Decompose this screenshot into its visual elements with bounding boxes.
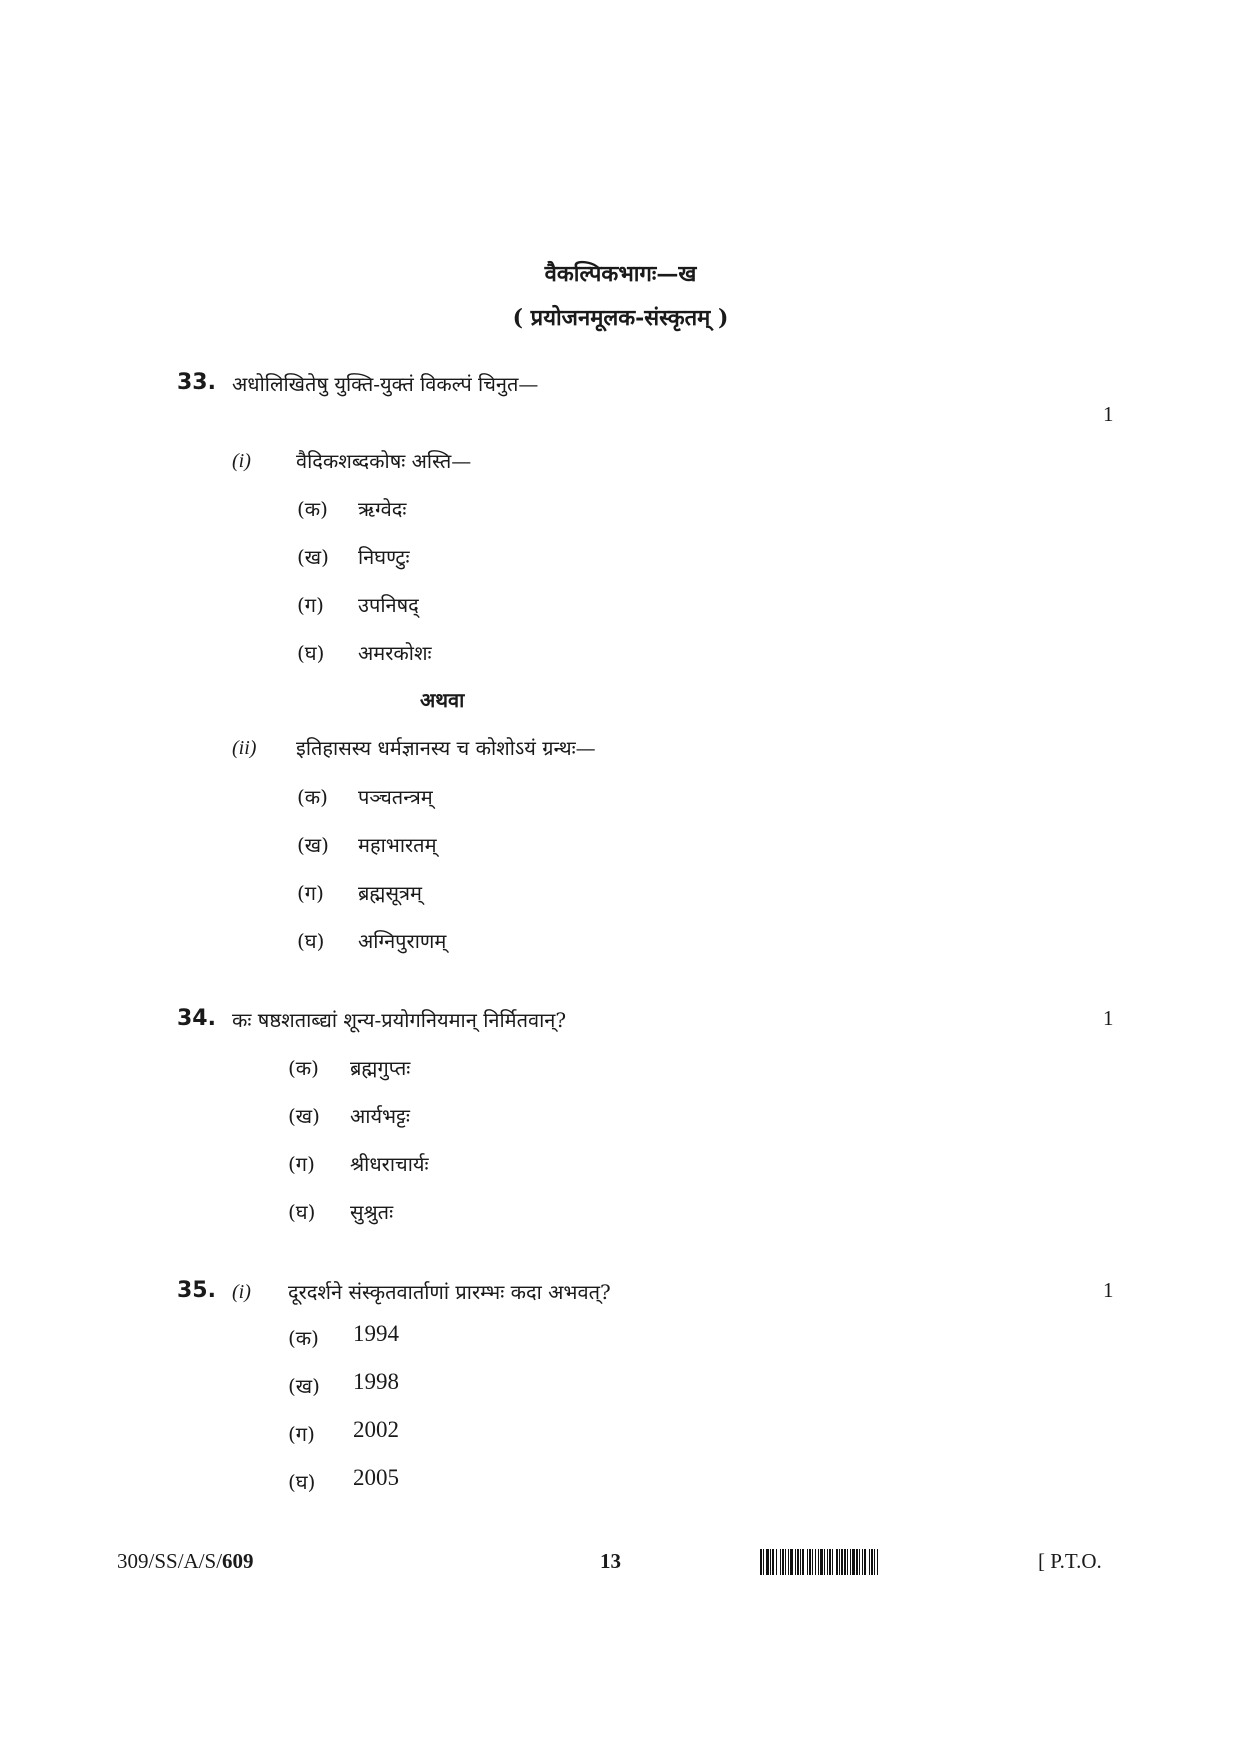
question-number: 34. [177, 1006, 216, 1031]
option-label: (घ) [297, 641, 325, 665]
question-text: कः षष्ठशताब्द्यां शून्य-प्रयोगनियमान् निर्मितवान्? [232, 1008, 567, 1032]
option-label: (ख) [288, 1104, 320, 1128]
option-label: (ख) [288, 1374, 320, 1398]
question-text: दूरदर्शने संस्कृतवार्ताणां प्रारम्भः कदा अभवत्? [288, 1280, 611, 1304]
option-text: ऋग्वेदः [358, 497, 407, 521]
option-label: (घ) [297, 929, 325, 953]
question-text: अधोलिखितेषु युक्ति-युक्तं विकल्पं चिनुत— [232, 372, 539, 396]
marks: 1 [1103, 1006, 1114, 1030]
section-title: वैकल्पिकभागः—ख [544, 261, 697, 287]
option-text: निघण्टुः [358, 545, 410, 569]
option-label: (घ) [288, 1200, 316, 1224]
option-label: (क) [288, 1056, 319, 1080]
option-text: 1998 [353, 1369, 399, 1394]
marks: 1 [1103, 1278, 1114, 1302]
option-text: सुश्रुतः [350, 1200, 394, 1224]
barcode-bar [878, 1549, 879, 1575]
option-text: ब्रह्मसूत्रम् [358, 881, 422, 905]
part-label: (ii) [232, 737, 257, 759]
option-text: अमरकोशः [358, 641, 432, 665]
or-divider: अथवा [420, 688, 465, 712]
option-label: (क) [288, 1326, 319, 1350]
option-text: श्रीधराचार्यः [350, 1152, 429, 1176]
option-text: उपनिषद् [358, 593, 419, 617]
page-number: 13 [600, 1549, 621, 1573]
option-label: (घ) [288, 1470, 316, 1494]
option-text: पञ्चतन्त्रम् [358, 785, 433, 809]
paper-code-number: 609 [222, 1549, 254, 1573]
option-label: (ख) [297, 545, 329, 569]
section-subtitle: ( प्रयोजनमूलक-संस्कृतम् ) [512, 305, 729, 331]
question-number: 35. [177, 1278, 216, 1303]
option-label: (ग) [288, 1422, 315, 1446]
option-text: आर्यभट्टः [350, 1104, 410, 1128]
part-text: वैदिकशब्दकोषः अस्ति— [296, 449, 472, 473]
barcode [760, 1549, 1028, 1575]
option-label: (ग) [297, 881, 324, 905]
option-text: 2005 [353, 1465, 399, 1490]
option-text: 1994 [353, 1321, 399, 1346]
part-label: (i) [232, 1281, 251, 1303]
option-text: ब्रह्मगुप्तः [350, 1056, 411, 1080]
option-label: (ख) [297, 833, 329, 857]
part-label: (i) [232, 450, 251, 472]
option-label: (क) [297, 785, 328, 809]
option-text: अग्निपुराणम् [358, 929, 447, 953]
paper-code-prefix: 309/SS/A/S/ [117, 1549, 223, 1573]
question-number: 33. [177, 370, 216, 395]
pto-label: [ P.T.O. [1038, 1549, 1102, 1573]
part-text: इतिहासस्य धर्मज्ञानस्य च कोशोऽयं ग्रन्थः— [296, 736, 596, 760]
option-label: (क) [297, 497, 328, 521]
paper-code [117, 1549, 254, 1574]
option-label: (ग) [288, 1152, 315, 1176]
option-text: महाभारतम् [358, 833, 437, 857]
option-label: (ग) [297, 593, 324, 617]
marks: 1 [1103, 402, 1114, 426]
option-text: 2002 [353, 1417, 399, 1442]
